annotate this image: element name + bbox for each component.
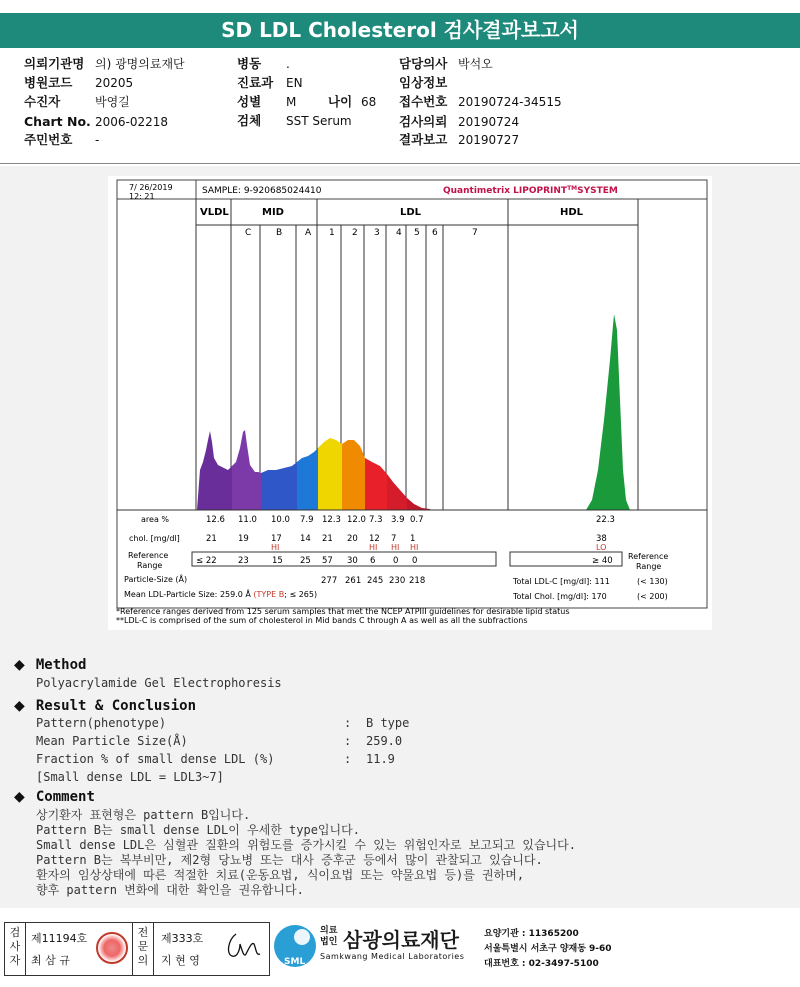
- result-value: B type: [366, 716, 410, 730]
- chol-value: 38: [596, 534, 607, 544]
- info-value: 박영길: [95, 95, 130, 109]
- result-value: 259.0: [366, 734, 403, 748]
- chart-brand: Quantimetrix LIPOPRINT™SYSTEM: [443, 185, 618, 196]
- chol-value: 12: [369, 534, 380, 544]
- ref-value: 57: [322, 556, 333, 566]
- info-label: 담당의사: [399, 56, 448, 71]
- result-colon: :: [344, 716, 352, 730]
- area-value: 22.3: [596, 515, 615, 525]
- row-ref-label-2: Range: [137, 561, 163, 570]
- area-value: 12.6: [206, 515, 225, 525]
- area-value: 10.0: [271, 515, 290, 525]
- info-label: 검사의뢰: [399, 114, 448, 129]
- info-label: 수진자: [24, 94, 61, 109]
- total-ldl: Total LDL-C [mg/dl]: 111: [513, 577, 610, 586]
- particle-value: 218: [409, 576, 426, 586]
- examiner-name: 최 삼 규: [31, 954, 70, 967]
- org-code: 요양기관 : 11365200: [484, 929, 579, 939]
- divider: [25, 922, 26, 976]
- info-label: 병원코드: [24, 75, 73, 90]
- info-value: EN: [286, 76, 303, 90]
- info-label: 접수번호: [399, 94, 448, 109]
- sub-label: B: [276, 228, 283, 238]
- examiner-number: 제11194호: [31, 932, 88, 945]
- examiner-label: 검사자: [9, 926, 21, 967]
- info-label: Chart No.: [24, 114, 91, 129]
- result-section: [14, 695, 196, 714]
- ref-value: 25: [300, 556, 311, 566]
- area-value: 7.3: [369, 515, 383, 525]
- org-prefix: 의료 법인: [320, 926, 338, 947]
- info-value: .: [286, 57, 290, 71]
- comment-line: 향후 pattern 변화에 대한 확인을 권유합니다.: [36, 883, 304, 897]
- total-chol-ref: (< 200): [637, 592, 668, 601]
- mean-ldl-size: Mean LDL-Particle Size: 259.0 Å (TYPE B; ≤ 265): [124, 590, 318, 599]
- chol-value: 1: [410, 534, 416, 544]
- method-title: Method: [35, 657, 87, 673]
- result-label: Pattern(phenotype): [36, 716, 167, 730]
- ref-value: 23: [238, 556, 249, 566]
- sub-label: 6: [432, 228, 438, 238]
- info-label: 성별: [237, 94, 262, 109]
- total-chol: Total Chol. [mg/dl]: 170: [513, 592, 607, 601]
- ref-right-2: Range: [636, 562, 662, 571]
- diamond-icon: ◆: [14, 698, 25, 714]
- comment-line: 상기환자 표현형은 pattern B입니다.: [36, 808, 251, 822]
- org-phone: 대표번호 : 02-3497-5100: [484, 959, 599, 969]
- chol-value: 19: [238, 534, 249, 544]
- ref-value: ≤ 22: [196, 556, 217, 566]
- particle-value: 277: [321, 576, 338, 586]
- specialist-number: 제333호: [161, 932, 204, 945]
- result-label: Mean Particle Size(Å): [36, 734, 188, 748]
- info-label: 진료과: [237, 75, 274, 90]
- hi-flag: HI: [271, 543, 280, 552]
- info-label: 의뢰기관명: [24, 56, 85, 71]
- method-section: [14, 654, 86, 673]
- result-label: Fraction % of small dense LDL (%): [36, 752, 275, 766]
- profile-band: [318, 438, 342, 510]
- area-value: 12.0: [347, 515, 366, 525]
- info-value: 2006-02218: [95, 115, 169, 129]
- result-colon: :: [344, 734, 352, 748]
- row-chol-label: chol. [mg/dl]: [129, 534, 180, 543]
- ref-value: 0: [412, 556, 418, 566]
- particle-label: Particle-Size (Å): [124, 575, 188, 584]
- specialist-name: 지 현 영: [161, 954, 200, 967]
- report-title: SD LDL Cholesterol 검사결과보고서: [0, 13, 800, 48]
- chol-value: 21: [206, 534, 217, 544]
- sub-label: 1: [329, 228, 335, 238]
- particle-value: 261: [345, 576, 362, 586]
- hi-flag: HI: [391, 543, 400, 552]
- divider: [153, 922, 154, 976]
- org-name: 삼광의료재단: [343, 928, 459, 952]
- area-value: 0.7: [410, 515, 424, 525]
- org-address: 서울특별시 서초구 양재동 9-60: [484, 944, 612, 954]
- chol-value: 20: [347, 534, 358, 544]
- hi-flag: HI: [410, 543, 419, 552]
- row-ref-label-1: Reference: [128, 551, 169, 560]
- total-ldl-ref: (< 130): [637, 577, 668, 586]
- info-value: 20205: [95, 76, 134, 90]
- chart-time: 12: 21: [129, 192, 155, 201]
- comment-section: [14, 786, 95, 805]
- info-value: 박석오: [458, 57, 493, 71]
- info-value: 20190724: [458, 115, 520, 129]
- chol-value: 7: [391, 534, 397, 544]
- group-mid: MID: [262, 207, 284, 218]
- info-value: 68: [361, 95, 377, 109]
- group-hdl: HDL: [560, 207, 584, 218]
- result-note: [Small dense LDL = LDL3~7]: [36, 770, 224, 784]
- ref-value: 30: [347, 556, 358, 566]
- chart-sample: SAMPLE: 9-920685024410: [202, 186, 322, 196]
- footnote-2: **LDL-C is comprised of the sum of cholesterol in Mid bands C through A as well as all the subfractions: [116, 616, 528, 625]
- org-english: Samkwang Medical Laboratories: [320, 952, 465, 961]
- area-value: 12.3: [322, 515, 341, 525]
- comment-line: Pattern B는 small dense LDL이 우세한 type입니다.: [36, 823, 360, 837]
- area-value: 3.9: [391, 515, 405, 525]
- sub-label: 2: [352, 228, 358, 238]
- seal-icon: [96, 932, 128, 964]
- specialist-label: 전문의: [137, 926, 149, 967]
- profile-band: [342, 440, 365, 510]
- particle-value: 230: [389, 576, 406, 586]
- comment-title: Comment: [35, 789, 95, 805]
- sub-label: C: [245, 228, 252, 238]
- sub-label: 7: [472, 228, 478, 238]
- ref-value: 6: [370, 556, 376, 566]
- comment-line: Small dense LDL은 심혈관 질환의 위험도를 증가시킬 수 있는 위험인자로 보고되고 있습니다.: [36, 838, 576, 852]
- info-label: 주민번호: [24, 132, 73, 147]
- chol-value: 14: [300, 534, 311, 544]
- chol-value: 21: [322, 534, 333, 544]
- info-label: 임상정보: [399, 75, 448, 90]
- info-label: 검체: [237, 113, 262, 128]
- ref-value: 0: [393, 556, 399, 566]
- sml-logo-icon: [272, 922, 318, 970]
- info-value: -: [95, 133, 100, 147]
- comment-line: 환자의 임상상태에 따른 적절한 치료(운동요법, 식이요법 또는 약물요법 등)를 권하며,: [36, 868, 525, 882]
- signature-mark: [222, 928, 264, 964]
- diamond-icon: ◆: [14, 657, 25, 673]
- sub-label: A: [305, 228, 312, 238]
- ref-right-1: Reference: [628, 552, 669, 561]
- divider: [132, 922, 133, 976]
- sub-label: 4: [396, 228, 402, 238]
- group-vldl: VLDL: [200, 207, 229, 218]
- hi-flag: HI: [369, 543, 378, 552]
- area-value: 11.0: [238, 515, 257, 525]
- diamond-icon: ◆: [14, 789, 25, 805]
- ref-value: 15: [272, 556, 283, 566]
- area-value: 7.9: [300, 515, 314, 525]
- info-value: 20190727: [458, 133, 520, 147]
- info-label: 병동: [237, 56, 262, 71]
- method-text: Polyacrylamide Gel Electrophoresis: [36, 676, 282, 690]
- result-colon: :: [344, 752, 352, 766]
- sub-label: 5: [414, 228, 420, 238]
- result-title: Result & Conclusion: [35, 698, 197, 714]
- info-value: 20190724-34515: [458, 95, 562, 109]
- group-ldl: LDL: [400, 207, 422, 218]
- result-value: 11.9: [366, 752, 395, 766]
- chart-date: 7/ 26/2019: [129, 183, 173, 192]
- info-value: 의) 광명의료재단: [95, 57, 185, 71]
- sub-label: 3: [374, 228, 380, 238]
- lo-flag: LO: [596, 543, 607, 552]
- info-label: 나이: [328, 94, 353, 109]
- info-value: M: [286, 95, 297, 109]
- svg-text:SML: SML: [284, 957, 306, 967]
- chol-value: 17: [271, 534, 282, 544]
- info-label: 결과보고: [399, 132, 448, 147]
- footnote-1: *Reference ranges derived from 125 serum samples that met the NCEP ATPIII guidelines for desirable lipid status: [116, 607, 570, 616]
- info-value: SST Serum: [286, 114, 352, 128]
- ref-value: ≥ 40: [592, 556, 613, 566]
- row-area-label: area %: [141, 515, 169, 524]
- particle-value: 245: [367, 576, 384, 586]
- comment-line: Pattern B는 복부비만, 제2형 당뇨병 또는 대사 증후군 등에서 많이 관찰되고 있습니다.: [36, 853, 543, 867]
